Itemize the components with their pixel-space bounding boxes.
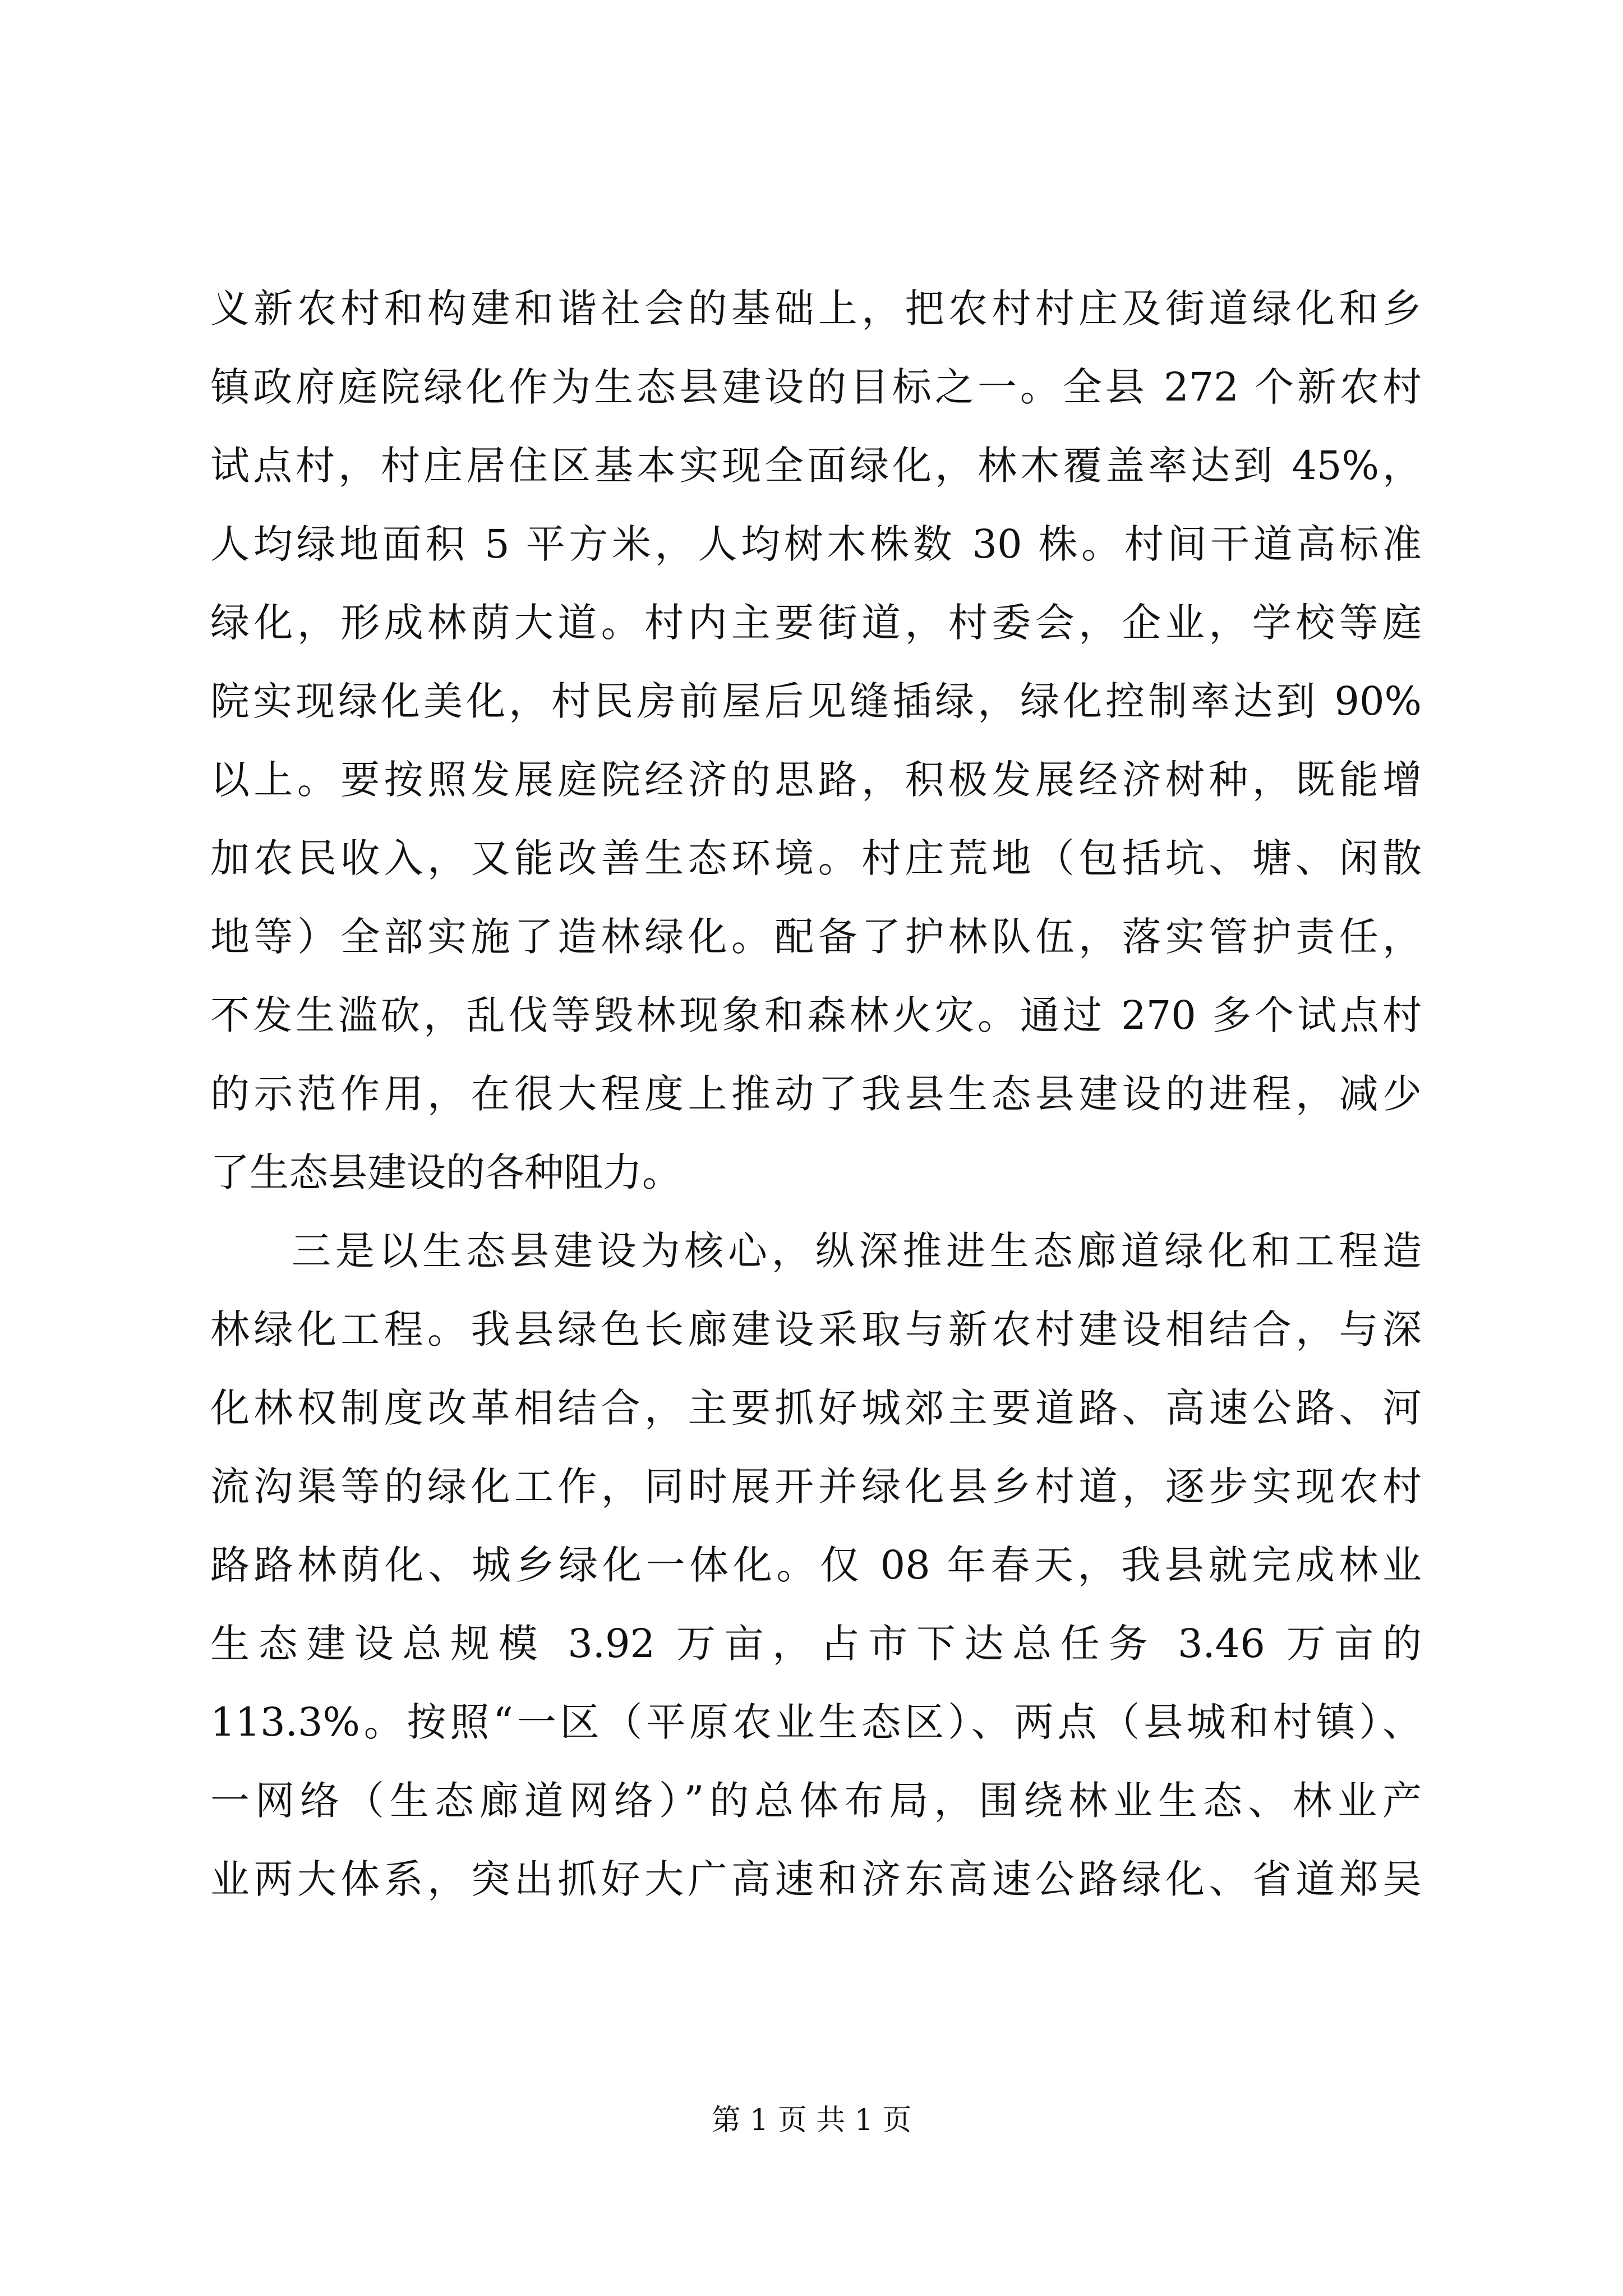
text-line: 义新农村和构建和谐社会的基础上，把农村村庄及街道绿化和乡 <box>210 286 1422 332</box>
text-line: 人均绿地面积 5 平方米，人均树木株数 30 株。村间干道高标准 <box>210 521 1422 567</box>
text-line: 路路林荫化、城乡绿化一体化。仅 08 年春天，我县就完成林业 <box>210 1542 1422 1588</box>
text-line: 不发生滥砍，乱伐等毁林现象和森林火灾。通过 270 多个试点村 <box>210 992 1422 1038</box>
paragraph-first-line: 三是以生态县建设为核心，纵深推进生态廊道绿化和工程造 <box>292 1228 1422 1274</box>
text-line: 一网络（生态廊道网络）”的总体布局，围绕林业生态、林业产 <box>210 1778 1422 1824</box>
page-footer <box>0 2101 1623 2140</box>
text-line: 加农民收入，又能改善生态环境。村庄荒地（包括坑、塘、闲散 <box>210 835 1422 881</box>
text-line: 113.3%。按照“一区（平原农业生态区）、两点（县城和村镇）、 <box>210 1699 1422 1745</box>
text-line: 镇政府庭院绿化作为生态县建设的目标之一。全县 272 个新农村 <box>210 364 1422 410</box>
text-line: 业两大体系，突出抓好大广高速和济东高速公路绿化、省道郑吴 <box>210 1856 1422 1902</box>
text-line: 地等）全部实施了造林绿化。配备了护林队伍，落实管护责任， <box>210 914 1422 960</box>
text-line: 以上。要按照发展庭院经济的思路，积极发展经济树种，既能增 <box>210 757 1422 803</box>
text-line: 试点村，村庄居住区基本实现全面绿化，林木覆盖率达到 45%， <box>210 443 1422 489</box>
text-line: 的示范作用，在很大程度上推动了我县生态县建设的进程，减少 <box>210 1071 1422 1117</box>
text-line: 了生态县建设的各种阻力。 <box>210 1149 681 1195</box>
text-line: 化林权制度改革相结合，主要抓好城郊主要道路、高速公路、河 <box>210 1385 1422 1431</box>
text-line: 生态建设总规模 3.92 万亩，占市下达总任务 3.46 万亩的 <box>210 1621 1422 1667</box>
text-line: 流沟渠等的绿化工作，同时展开并绿化县乡村道，逐步实现农村 <box>210 1464 1422 1510</box>
text-line: 绿化，形成林荫大道。村内主要街道，村委会，企业，学校等庭 <box>210 600 1422 646</box>
page-number-label: 第 1 页 共 1 页 <box>711 2104 912 2137</box>
text-line: 院实现绿化美化，村民房前屋后见缝插绿，绿化控制率达到 90% <box>210 678 1422 724</box>
text-line: 林绿化工程。我县绿色长廊建设采取与新农村建设相结合，与深 <box>210 1306 1422 1352</box>
